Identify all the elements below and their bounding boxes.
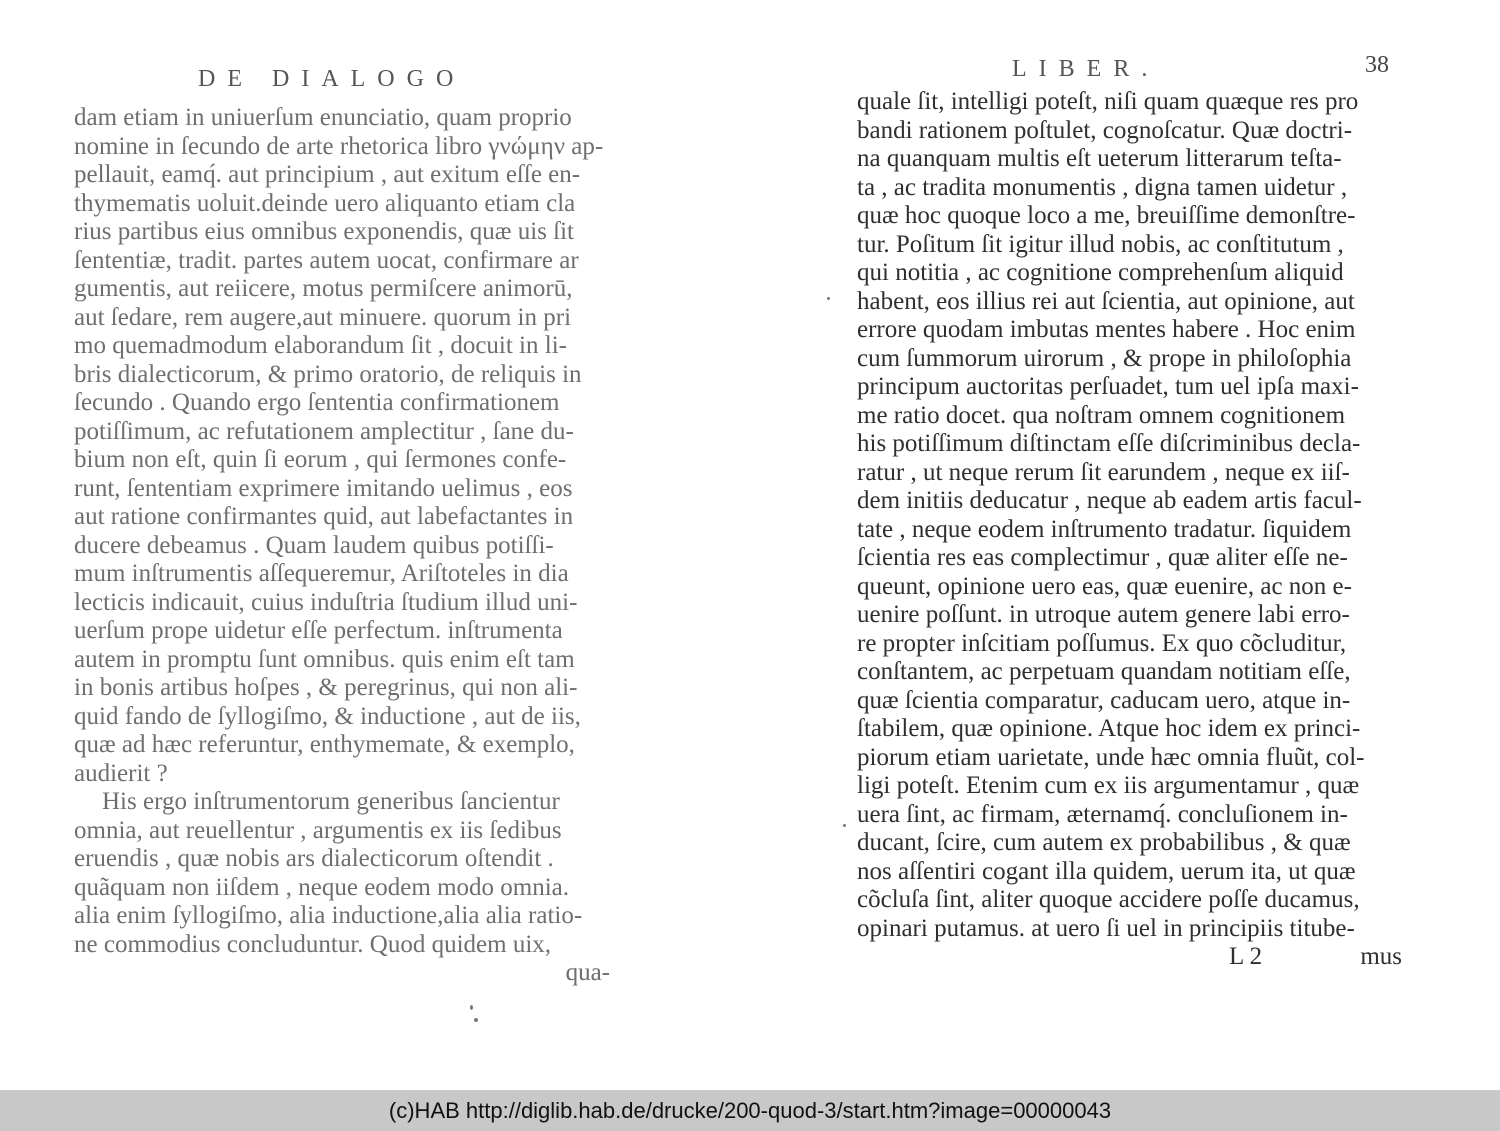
text-line: bandi rationem poſtulet, cognoſcatur. Quæ doctri-: [857, 116, 1353, 144]
text-line: aut ſedare, rem augere,aut minuere. quorum in pri: [74, 303, 572, 331]
text-line: queunt, opinione uero eas, quæ euenire, ac non e-: [857, 572, 1352, 600]
text-line: na quanquam multis eſt ueterum litterarum teſta-: [857, 145, 1342, 172]
left-page-text: [74, 104, 610, 988]
text-line: omnia, aut reuellentur , argumentis ex iis ſedibus: [74, 816, 562, 844]
text-line: nos aſſentiri cogant illa quidem, uerum ita, ut quæ: [857, 857, 1356, 885]
text-line: mo quemadmodum elaborandum ſit , docuit in li-: [74, 332, 567, 359]
text-line: lecticis indicauit, cuius induſtria ſtudium illud uni-: [74, 588, 578, 616]
text-line: errore quodam imbutas mentes habere . Hoc enim: [857, 316, 1356, 343]
text-line: opinari putamus. at uero ſi uel in principiis titube-: [857, 914, 1355, 942]
ink-speck: [843, 824, 846, 827]
catchword: qua-: [565, 959, 610, 986]
text-line: quãquam non iiſdem , neque eodem modo omnia.: [74, 873, 570, 901]
text-line: ratur , ut neque rerum ſit earundem , neque ex iiſ-: [857, 458, 1350, 486]
ink-speck: [474, 1018, 478, 1022]
text-line: dem initiis deducatur , neque ab eadem artis facul-: [857, 487, 1362, 514]
text-line: conſtantem, ac perpetuam quandam notitiam eſſe,: [857, 658, 1351, 685]
copyright-text: (c)HAB http://diglib.hab.de/drucke/200-quod-3/start.htm?image=00000043: [388, 1097, 1112, 1123]
text-line: gumentis, aut reiicere, motus permiſcere animorū,: [74, 275, 573, 302]
text-line: uenire poſſunt. in utroque autem genere labi erro-: [857, 601, 1350, 628]
signature-mark: L 2: [1229, 943, 1263, 970]
signature-line: [857, 943, 1402, 972]
text-line: uerſum prope uidetur eſſe perfectum. inſtrumenta: [74, 617, 563, 644]
text-line: ſecundo . Quando ergo ſententia confirmationem: [74, 389, 560, 416]
text-line: bris dialecticorum, & primo oratorio, de reliquis in: [74, 360, 582, 388]
text-line: ligi poteſt. Etenim cum ex iis argumentamur , quæ: [857, 772, 1360, 799]
text-line: cõcluſa ſint, aliter quoque accidere poſſe ducamus,: [857, 886, 1360, 913]
folio-number: 38: [1365, 52, 1389, 78]
text-line: quæ ſcientia comparatur, caducam uero, atque in-: [857, 686, 1351, 714]
text-line: in bonis artibus hoſpes , & peregrinus, qui non ali-: [74, 674, 578, 701]
right-page: [750, 0, 1500, 1090]
right-page-text: [857, 88, 1402, 972]
text-line: cum ſummorum uirorum , & prope in philoſophia: [857, 344, 1352, 372]
text-line: tur. Poſitum ſit igitur illud nobis, ac conſtitutum ,: [857, 230, 1344, 258]
text-line: habent, eos illius rei aut ſcientia, aut opinione, aut: [857, 287, 1355, 315]
text-line: eruendis , quæ nobis ars dialecticorum oſtendit .: [74, 845, 554, 872]
text-line: mum inſtrumentis aſſequeremur, Ariſtoteles in dia: [74, 560, 569, 587]
text-line: bium non eſt, quin ſi eorum , qui ſermones confe-: [74, 446, 567, 473]
text-line: dam etiam in uniuerſum enunciatio, quam proprio: [74, 104, 572, 131]
text-line: ducant, ſcire, cum autem ex probabilibus , & quæ: [857, 829, 1351, 856]
text-line: potiſſimum, ac refutationem amplectitur , ſane du-: [74, 417, 574, 445]
text-line: aut ratione confirmantes quid, aut labefactantes in: [74, 503, 574, 530]
text-line: uera ſint, ac firmam, æternamq́. concluſionem in-: [857, 800, 1348, 828]
text-line: ſcientia res eas complectimur , quæ aliter eſſe ne-: [857, 544, 1348, 571]
text-line: ne commodius concluduntur. Quod quidem uix,: [74, 930, 552, 958]
text-line: alia enim ſyllogiſmo, alia inductione,alia alia ratio-: [74, 902, 583, 929]
text-line: quæ ad hæc referuntur, enthymemate, & exemplo,: [74, 731, 575, 758]
catchword: mus: [1360, 943, 1402, 970]
text-line: quale ſit, intelligi poteſt, niſi quam quæque res pro: [857, 88, 1359, 115]
copyright-footer: [0, 1090, 1500, 1131]
text-line: pellauit, eamq́. aut principium , aut exitum eſſe en-: [74, 161, 581, 188]
text-line: principum auctoritas perſuadet, tum uel ipſa maxi-: [857, 373, 1359, 400]
text-line: quid fando de ſyllogiſmo, & inductione , aut de iis,: [74, 702, 581, 730]
text-line: ſententiæ, tradit. partes autem uocat, confirmare ar: [74, 246, 579, 274]
text-line: autem in promptu ſunt omnibus. quis enim eſt tam: [74, 645, 575, 673]
text-line: His ergo inſtrumentorum generibus ſancientur: [102, 788, 560, 815]
text-line: me ratio docet. qua noſtram omnem cognitionem: [857, 401, 1346, 429]
text-line: quæ hoc quoque loco a me, breuiſſime demonſtre-: [857, 202, 1356, 229]
text-line: piorum etiam uarietate, unde hæc omnia fluũt, col-: [857, 743, 1365, 771]
text-line: his potiſſimum diſtinctam eſſe diſcriminibus decla-: [857, 430, 1361, 457]
running-head-left: DE DIALOGO: [198, 66, 466, 92]
text-line: tate , neque eodem inſtrumento tradatur. ſiquidem: [857, 515, 1352, 543]
text-line: ducere debeamus . Quam laudem quibus potiſſi-: [74, 531, 554, 559]
left-page: [0, 0, 750, 1090]
text-line: rius partibus eius omnibus exponendis, quæ uis ſit: [74, 218, 574, 245]
text-line: qui notitia , ac cognitione comprehenſum aliquid: [857, 259, 1344, 286]
text-line: thymematis uoluit.deinde uero aliquanto etiam cla: [74, 189, 576, 217]
text-line: ſtabilem, quæ opinione. Atque hoc idem ex princi-: [857, 715, 1361, 742]
text-line: audierit ?: [74, 759, 168, 787]
text-line: nomine in ſecundo de arte rhetorica libro γνώμην ap-: [74, 132, 604, 160]
running-head-right: LIBER.: [1012, 56, 1160, 82]
ink-speck: [470, 1005, 473, 1010]
text-line: ta , ac tradita monumentis , digna tamen uidetur ,: [857, 173, 1348, 201]
ink-speck: [827, 297, 830, 300]
text-line: re propter inſcitiam poſſumus. Ex quo cõcluditur,: [857, 629, 1347, 657]
text-line: runt, ſententiam exprimere imitando uelimus , eos: [74, 474, 573, 502]
